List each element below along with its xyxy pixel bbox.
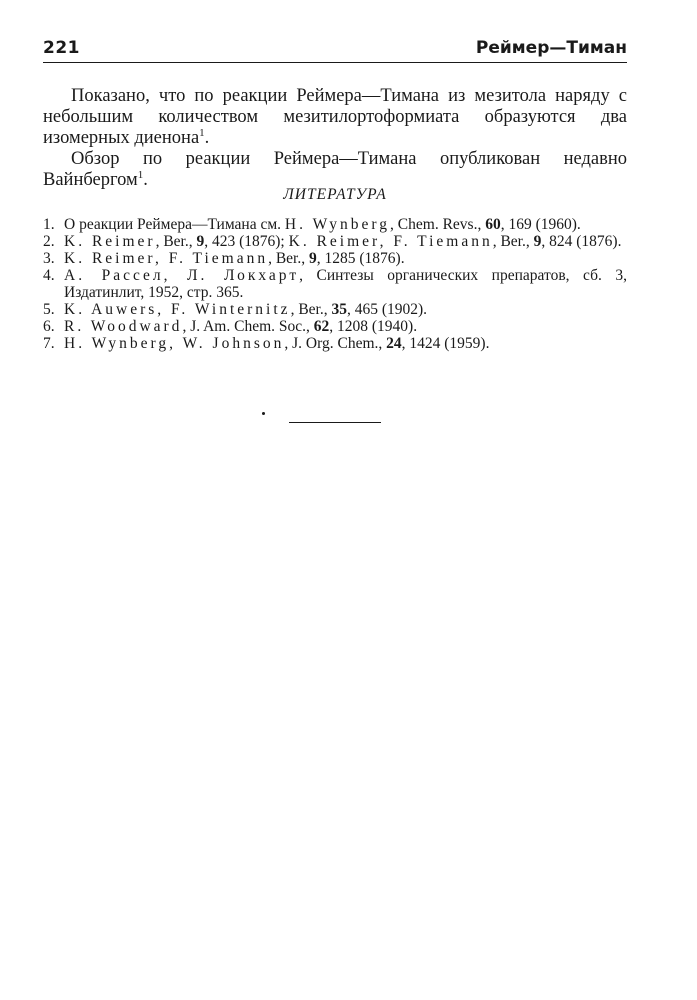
reference-volume: 62	[313, 318, 330, 335]
page-number: 221	[43, 38, 80, 58]
reference-item	[43, 318, 627, 335]
reference-text: , J. Org. Chem.,	[284, 335, 387, 352]
end-rule	[289, 422, 381, 423]
reference-text: , 169 (1960).	[500, 216, 581, 233]
running-title: Реймер—Тиман	[475, 38, 627, 58]
reference-text: , 1208 (1940).	[329, 318, 418, 335]
paragraph	[43, 86, 627, 149]
reference-text: , Ber.,	[290, 301, 332, 318]
paragraph-text: Показано, что по реакции Реймера—Тимана из мезитола наряду с небольшим количеством мезитилортоформиата образуются два изомерных диенона	[43, 86, 627, 148]
reference-item	[43, 267, 627, 301]
reference-author: H. Wynberg, W. Johnson	[64, 335, 285, 352]
reference-item	[43, 335, 627, 352]
reference-item	[43, 301, 627, 318]
print-speck	[262, 412, 265, 415]
reference-item	[43, 233, 627, 250]
paragraph-text: .	[204, 128, 210, 148]
reference-author: А. Рассел, Л. Локхарт	[64, 267, 300, 284]
reference-text: , Chem. Revs.,	[390, 216, 486, 233]
body-text	[43, 86, 627, 191]
reference-author: R. Woodward	[64, 318, 183, 335]
reference-author: H. Wynberg	[284, 216, 391, 233]
running-head	[43, 38, 627, 63]
reference-number: 7.	[43, 335, 55, 352]
reference-text: , 1424 (1959).	[401, 335, 490, 352]
reference-number: 1.	[43, 216, 55, 233]
reference-text: , 824 (1876).	[541, 233, 622, 250]
paragraph	[43, 149, 627, 191]
reference-text: , Синтезы органических препаратов, сб. 3, Издатинлит, 1952, стр. 365.	[64, 267, 627, 301]
reference-text: , 423 (1876);	[204, 233, 289, 250]
reference-volume: 9	[533, 233, 542, 250]
reference-author: K. Auwers, F. Winternitz	[64, 301, 291, 318]
literature-heading: ЛИТЕРАТУРА	[283, 186, 387, 203]
paragraph-text: .	[143, 170, 148, 190]
reference-volume: 60	[485, 216, 501, 233]
reference-number: 5.	[43, 301, 55, 318]
reference-volume: 9	[196, 233, 205, 250]
reference-text: О реакции Реймера—Тимана см.	[64, 216, 285, 233]
reference-text: , Ber.,	[268, 250, 309, 267]
reference-list	[43, 216, 627, 352]
footnote-ref: 1	[199, 126, 205, 139]
paragraph-text: Обзор по реакции Реймера—Тимана опубликован недавно Вайнбергом	[43, 149, 627, 190]
reference-text: , Ber.,	[492, 233, 534, 250]
reference-number: 6.	[43, 318, 55, 335]
reference-number: 4.	[43, 267, 55, 284]
reference-text: , 1285 (1876).	[316, 250, 405, 267]
reference-number: 2.	[43, 233, 55, 250]
reference-text: , J. Am. Chem. Soc.,	[182, 318, 314, 335]
reference-volume: 35	[331, 301, 347, 318]
reference-text: , Ber.,	[155, 233, 197, 250]
reference-text: , 465 (1902).	[346, 301, 428, 318]
reference-item	[43, 250, 627, 267]
reference-volume: 9	[309, 250, 317, 267]
reference-author: K. Reimer, F. Tiemann	[64, 250, 269, 267]
reference-author: K. Reimer	[64, 233, 156, 250]
footnote-ref: 1	[137, 168, 144, 181]
reference-author: K. Reimer, F. Tiemann	[288, 233, 493, 250]
reference-number: 3.	[43, 250, 55, 267]
reference-volume: 24	[386, 335, 402, 352]
reference-item	[43, 216, 627, 233]
